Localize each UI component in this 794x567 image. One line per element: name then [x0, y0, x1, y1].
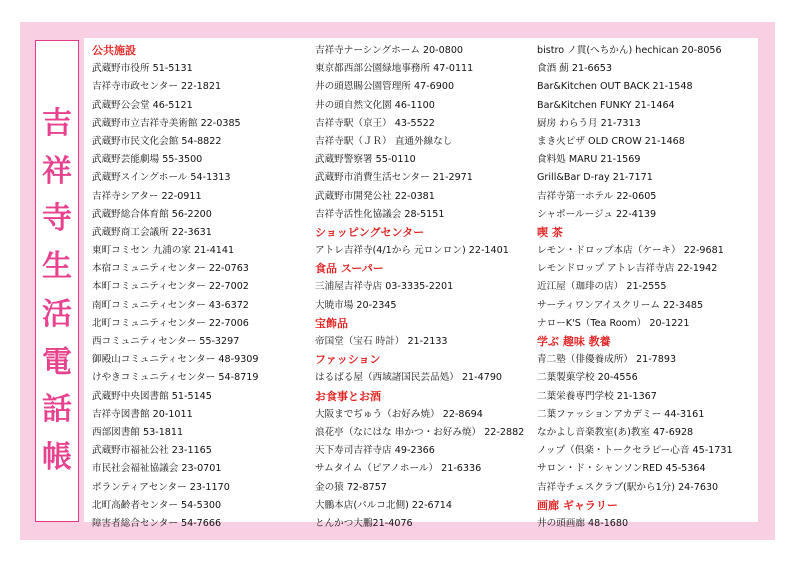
directory-entry: レモン・ドロップ本店（ケーキ） 22-9681: [537, 245, 724, 257]
directory-entry: 武蔵野市役所 51-5131: [92, 63, 193, 75]
directory-entry: 井の頭恩賜公園管理所 47-6900: [315, 81, 455, 93]
directory-entry: 吉祥寺活性化協議会 28-5151: [315, 208, 445, 220]
directory-entry: Bar&Kitchen FUNKY 21-1464: [537, 99, 675, 111]
directory-entry: 近江屋（珈琲の店） 21-2555: [537, 281, 667, 293]
directory-entry: 金の猿 72-8757: [315, 481, 387, 493]
directory-entry: 武蔵野芸能劇場 55-3500: [92, 154, 203, 166]
directory-entry: ナローK'S（Tea Room） 20-1221: [537, 317, 690, 329]
directory-entry: 武蔵野総合体育館 56-2200: [92, 208, 212, 220]
title-char: 帳: [42, 440, 72, 476]
directory-entry: なかよし音楽教室(あ)教室 47-6928: [537, 426, 694, 438]
directory-entry: 東町コミセン 九浦の家 21-4141: [92, 245, 235, 257]
category-heading: 画廊 ギャラリー: [537, 498, 618, 512]
title-char: 寺: [42, 201, 72, 237]
directory-entry: 武蔵野警察署 55-0110: [315, 154, 416, 166]
directory-entry: 本町コミュニティセンター 22-7002: [92, 281, 249, 293]
category-heading: 宝飾品: [315, 316, 348, 330]
title-char: 祥: [42, 153, 72, 189]
directory-entry: はるばる屋（西域諸国民芸品処） 21-4790: [315, 372, 503, 384]
directory-entry: 武蔵野公会堂 46-5121: [92, 99, 193, 111]
directory-entry: ノップ（倶楽・トークセラピー心音 45-1731: [537, 445, 733, 457]
directory-entry: ボランティアセンター 23-1170: [92, 481, 230, 493]
directory-entry: 本宿コミュニティセンター 22-0763: [92, 263, 249, 275]
directory-entry: 二葉ファッションアカデミー 44-3161: [537, 408, 705, 420]
directory-entry: アトレ吉祥寺(4/1から 元ロンロン) 22-1401: [315, 245, 509, 257]
directory-entry: 浪花亭（なにはな 串かつ・お好み焼） 22-2882: [315, 426, 525, 438]
category-heading: ショッピングセンター: [315, 225, 425, 239]
directory-entry: 吉祥寺ナーシングホーム 20-0800: [315, 45, 464, 56]
directory-entry: 市民社会福祉協議会 23-0701: [92, 463, 222, 475]
directory-entry: レモンドロップ アトレ吉祥寺店 22-1942: [537, 263, 718, 275]
directory-entry: 武蔵野商工会議所 22-3631: [92, 226, 212, 238]
directory-entry: 天下寿司吉祥寺店 49-2366: [315, 445, 435, 457]
directory-entry: けやきコミュニティセンター 54-8719: [92, 372, 259, 384]
directory-entry: 北町コミュニティセンター 22-7006: [92, 317, 249, 329]
directory-entry: 障害者総合センター 54-7666: [92, 517, 222, 529]
directory-title: [35, 40, 79, 522]
directory-entry: 吉祥寺シアター 22-0911: [92, 190, 202, 202]
directory-entry: 厨房 わらう月 21-7313: [537, 117, 641, 129]
category-heading: 食品 スーパー: [315, 262, 384, 276]
directory-entry: 大鵬本店(パルコ北側) 22-6714: [315, 499, 452, 511]
directory-entry: 武蔵野スイングホール 54-1313: [92, 172, 231, 184]
directory-entry: 帝国堂（宝石 時計） 21-2133: [315, 336, 448, 347]
directory-entry: 西部図書館 53-1811: [92, 426, 184, 438]
category-heading: 喫 茶: [537, 225, 563, 239]
directory-entry: シャポールージュ 22-4139: [537, 208, 657, 220]
directory-entry: 食酒 薊 21-6653: [537, 63, 612, 75]
directory-entry: 大阪までぢゅう（お好み焼） 22-8694: [315, 408, 483, 420]
directory-column-3: [537, 42, 759, 533]
directory-entry: 三浦屋吉祥寺店 03-3335-2201: [315, 281, 454, 293]
directory-entry: 御殿山コミュニティセンター 48-9309: [92, 354, 259, 366]
title-char: 活: [42, 296, 72, 332]
directory-entry: サムタイム（ピアノホール） 21-6336: [315, 463, 482, 475]
title-char: 話: [42, 392, 72, 428]
directory-entry: 西コミュニティセンター 55-3297: [92, 336, 240, 347]
directory-entry: 南町コミュニティセンター 43-6372: [92, 299, 249, 311]
category-heading: ファッション: [315, 353, 381, 367]
directory-entry: Bar&Kitchen OUT BACK 21-1548: [537, 81, 693, 93]
directory-entry: 吉祥寺チェスクラブ(駅から1分) 24-7630: [537, 481, 719, 493]
directory-entry: とんかつ大鵬21-4076: [315, 517, 413, 529]
directory-column-1: [92, 42, 307, 533]
directory-entry: 東京都西部公園緑地事務所 47-0111: [315, 63, 474, 75]
directory-entry: 吉祥寺駅（ＪＲ） 直通外線なし: [315, 135, 453, 147]
category-heading: お食事とお酒: [315, 389, 381, 403]
directory-entry: 吉祥寺第一ホテル 22-0605: [537, 190, 657, 202]
category-heading: 学ぶ 趣味 教養: [537, 335, 611, 348]
title-char: 電: [42, 344, 72, 380]
directory-entry: 武蔵野市消費生活センター 21-2971: [315, 172, 473, 184]
directory-entry: 武蔵野中央図書館 51-5145: [92, 390, 212, 402]
directory-entry: 食料処 MARU 21-1569: [537, 154, 641, 166]
directory-entry: Grill&Bar D-ray 21-7171: [537, 172, 653, 184]
directory-entry: 武蔵野市開発公社 22-0381: [315, 190, 435, 202]
directory-entry: 武蔵野市民文化会館 54-8822: [92, 135, 222, 147]
directory-entry: 武蔵野市立吉祥寺美術館 22-0385: [92, 117, 241, 129]
directory-entry: サロン・ド・シャンソンRED 45-5364: [537, 463, 706, 475]
directory-entry: 青二塾（俳優養成所） 21-7893: [537, 354, 677, 366]
directory-entry: 井の頭画廊 48-1680: [537, 517, 629, 529]
directory-entry: 吉祥寺駅（京王） 43-5522: [315, 117, 435, 129]
directory-entry: サーティワンアイスクリーム 22-3485: [537, 299, 704, 311]
category-heading: 公共施設: [92, 44, 136, 57]
directory-entry: 北町高齢者センター 54-5300: [92, 499, 222, 511]
title-char: 吉: [42, 105, 72, 141]
directory-entry: 二葉栄養専門学校 21-1367: [537, 390, 657, 402]
directory-entry: 井の頭自然文化園 46-1100: [315, 99, 435, 111]
directory-entry: 大暁市場 20-2345: [315, 299, 397, 311]
directory-entry: bistro ノ貫(へちかん) hechican 20-8056: [537, 45, 722, 56]
directory-entry: 吉祥寺図書館 20-1011: [92, 408, 193, 420]
directory-entry: 吉祥寺市政センター 22-1821: [92, 81, 222, 93]
directory-entry: 二葉製菓学校 20-4556: [537, 372, 638, 384]
title-char: 生: [42, 249, 72, 285]
directory-column-2: [315, 42, 533, 533]
directory-entry: まき火ピザ OLD CROW 21-1468: [537, 135, 685, 147]
directory-entry: 武蔵野市福祉公社 23-1165: [92, 445, 212, 457]
